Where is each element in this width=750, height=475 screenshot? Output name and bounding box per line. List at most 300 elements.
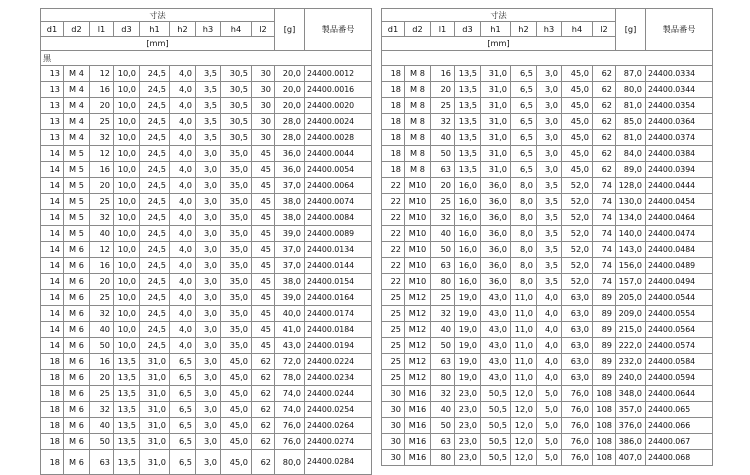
cell-h1: 24,5 xyxy=(140,226,170,242)
table-row xyxy=(41,338,372,354)
cell-d3: 10,0 xyxy=(114,82,140,98)
cell-l2: 45 xyxy=(252,210,275,226)
cell-d3: 10,0 xyxy=(114,66,140,82)
cell-h4: 63,0 xyxy=(562,322,593,338)
cell-d1: 22 xyxy=(382,226,405,242)
cell-h3: 3,0 xyxy=(537,98,562,114)
cell-weight: 78,0 xyxy=(275,370,305,386)
cell-h3: 4,0 xyxy=(537,338,562,354)
cell-d1: 14 xyxy=(41,290,64,306)
cell-h4: 35,0 xyxy=(221,242,252,258)
cell-l2: 45 xyxy=(252,274,275,290)
cell-d3: 13,5 xyxy=(114,450,140,475)
cell-product-no: 24400.0594 xyxy=(646,370,713,386)
col-header-l2: l2 xyxy=(593,22,616,37)
cell-l2: 108 xyxy=(593,402,616,418)
cell-d1: 14 xyxy=(41,226,64,242)
cell-d3: 13,5 xyxy=(114,370,140,386)
cell-h2: 8,0 xyxy=(511,226,537,242)
cell-d2: M10 xyxy=(405,258,431,274)
cell-h4: 35,0 xyxy=(221,194,252,210)
cell-d2: M16 xyxy=(405,418,431,434)
cell-h2: 6,5 xyxy=(511,98,537,114)
cell-product-no: 24400.0554 xyxy=(646,306,713,322)
cell-h1: 36,0 xyxy=(481,242,511,258)
cell-product-no: 24400.066 xyxy=(646,418,713,434)
cell-l1: 25 xyxy=(431,98,455,114)
col-header-d1: d1 xyxy=(41,22,64,37)
cell-h4: 30,5 xyxy=(221,98,252,114)
cell-product-no: 24400.067 xyxy=(646,434,713,450)
cell-l2: 30 xyxy=(252,114,275,130)
cell-product-no: 24400.0254 xyxy=(305,402,372,418)
cell-d1: 18 xyxy=(382,162,405,178)
cell-h3: 3,5 xyxy=(537,242,562,258)
cell-h2: 6,5 xyxy=(170,418,196,434)
cell-d3: 13,5 xyxy=(114,354,140,370)
cell-h4: 76,0 xyxy=(562,386,593,402)
cell-h3: 3,0 xyxy=(196,210,221,226)
cell-l1: 16 xyxy=(431,66,455,82)
cell-h2: 6,5 xyxy=(170,386,196,402)
cell-h2: 4,0 xyxy=(170,274,196,290)
cell-l1: 50 xyxy=(431,418,455,434)
table-row xyxy=(41,434,372,450)
table-row xyxy=(382,434,713,450)
cell-h1: 24,5 xyxy=(140,146,170,162)
cell-h1: 36,0 xyxy=(481,226,511,242)
cell-d3: 23,0 xyxy=(455,434,481,450)
table-row xyxy=(41,370,372,386)
spec-table-left xyxy=(40,8,372,475)
cell-h1: 24,5 xyxy=(140,114,170,130)
cell-weight: 37,0 xyxy=(275,178,305,194)
cell-l2: 74 xyxy=(593,178,616,194)
cell-h3: 3,0 xyxy=(196,402,221,418)
cell-d3: 13,5 xyxy=(455,66,481,82)
cell-l2: 89 xyxy=(593,306,616,322)
cell-product-no: 24400.0016 xyxy=(305,82,372,98)
cell-l2: 74 xyxy=(593,242,616,258)
cell-d1: 25 xyxy=(382,306,405,322)
cell-weight: 37,0 xyxy=(275,258,305,274)
table-row xyxy=(382,386,713,402)
cell-h1: 31,0 xyxy=(481,98,511,114)
cell-weight: 39,0 xyxy=(275,290,305,306)
cell-h4: 45,0 xyxy=(221,354,252,370)
cell-weight: 41,0 xyxy=(275,322,305,338)
cell-d2: M 4 xyxy=(64,66,90,82)
col-header-l1: l1 xyxy=(431,22,455,37)
cell-product-no: 24400.0364 xyxy=(646,114,713,130)
cell-d2: M10 xyxy=(405,194,431,210)
cell-h3: 3,0 xyxy=(196,258,221,274)
cell-d1: 18 xyxy=(382,130,405,146)
cell-h1: 36,0 xyxy=(481,178,511,194)
cell-d2: M 6 xyxy=(64,242,90,258)
cell-weight: 81,0 xyxy=(616,98,646,114)
cell-h3: 3,0 xyxy=(196,306,221,322)
cell-l2: 45 xyxy=(252,322,275,338)
cell-d3: 19,0 xyxy=(455,290,481,306)
table-row xyxy=(382,146,713,162)
cell-h3: 3,0 xyxy=(537,82,562,98)
cell-d2: M 5 xyxy=(64,162,90,178)
cell-weight: 140,0 xyxy=(616,226,646,242)
cell-l2: 108 xyxy=(593,386,616,402)
cell-h3: 3,0 xyxy=(196,338,221,354)
cell-d3: 13,5 xyxy=(455,114,481,130)
cell-weight: 74,0 xyxy=(275,402,305,418)
cell-h1: 24,5 xyxy=(140,130,170,146)
cell-d1: 14 xyxy=(41,322,64,338)
table-row xyxy=(382,178,713,194)
col-header-h4: h4 xyxy=(562,22,593,37)
cell-h1: 31,0 xyxy=(140,450,170,475)
cell-weight: 74,0 xyxy=(275,386,305,402)
cell-h1: 24,5 xyxy=(140,98,170,114)
cell-d3: 10,0 xyxy=(114,242,140,258)
cell-weight: 407,0 xyxy=(616,450,646,466)
cell-h1: 24,5 xyxy=(140,290,170,306)
cell-weight: 348,0 xyxy=(616,386,646,402)
cell-l2: 74 xyxy=(593,210,616,226)
table-row xyxy=(41,210,372,226)
cell-h3: 3,5 xyxy=(196,82,221,98)
cell-d3: 13,5 xyxy=(114,402,140,418)
cell-d2: M 8 xyxy=(405,82,431,98)
cell-l2: 89 xyxy=(593,354,616,370)
table-row xyxy=(41,226,372,242)
cell-weight: 81,0 xyxy=(616,130,646,146)
unit-header: [mm] xyxy=(382,37,616,51)
cell-weight: 76,0 xyxy=(275,434,305,450)
cell-product-no: 24400.0164 xyxy=(305,290,372,306)
cell-d1: 22 xyxy=(382,194,405,210)
cell-h2: 6,5 xyxy=(170,370,196,386)
cell-d1: 14 xyxy=(41,178,64,194)
cell-l1: 25 xyxy=(90,386,114,402)
cell-h2: 6,5 xyxy=(511,146,537,162)
cell-d1: 18 xyxy=(41,450,64,475)
table-row xyxy=(41,306,372,322)
cell-l1: 20 xyxy=(90,178,114,194)
table-row xyxy=(382,290,713,306)
cell-h3: 3,0 xyxy=(196,194,221,210)
cell-h1: 43,0 xyxy=(481,306,511,322)
cell-l1: 32 xyxy=(431,306,455,322)
cell-l1: 40 xyxy=(431,226,455,242)
cell-l1: 40 xyxy=(90,226,114,242)
cell-d2: M16 xyxy=(405,450,431,466)
cell-d2: M 5 xyxy=(64,178,90,194)
cell-h3: 3,5 xyxy=(196,114,221,130)
cell-d2: M 8 xyxy=(405,130,431,146)
cell-h4: 76,0 xyxy=(562,418,593,434)
cell-h1: 50,5 xyxy=(481,434,511,450)
cell-d1: 22 xyxy=(382,242,405,258)
cell-h4: 45,0 xyxy=(562,114,593,130)
cell-d2: M10 xyxy=(405,274,431,290)
cell-l2: 108 xyxy=(593,418,616,434)
cell-h2: 6,5 xyxy=(511,82,537,98)
cell-d2: M16 xyxy=(405,386,431,402)
cell-h4: 35,0 xyxy=(221,290,252,306)
cell-l1: 25 xyxy=(90,194,114,210)
cell-d1: 25 xyxy=(382,322,405,338)
cell-l1: 25 xyxy=(90,114,114,130)
cell-h1: 50,5 xyxy=(481,386,511,402)
cell-h4: 45,0 xyxy=(562,98,593,114)
cell-l1: 63 xyxy=(431,162,455,178)
cell-h4: 45,0 xyxy=(221,386,252,402)
cell-d2: M 8 xyxy=(405,98,431,114)
unit-header: [mm] xyxy=(41,37,275,51)
table-row xyxy=(382,354,713,370)
cell-product-no: 24400.0044 xyxy=(305,146,372,162)
cell-l2: 62 xyxy=(252,354,275,370)
cell-d3: 10,0 xyxy=(114,178,140,194)
cell-h2: 4,0 xyxy=(170,290,196,306)
table-row xyxy=(382,98,713,114)
cell-l2: 62 xyxy=(593,162,616,178)
cell-d3: 16,0 xyxy=(455,194,481,210)
table-row xyxy=(41,274,372,290)
cell-h4: 52,0 xyxy=(562,194,593,210)
cell-h3: 3,0 xyxy=(196,450,221,475)
cell-d3: 19,0 xyxy=(455,370,481,386)
cell-h2: 8,0 xyxy=(511,274,537,290)
cell-d2: M12 xyxy=(405,354,431,370)
cell-h2: 4,0 xyxy=(170,130,196,146)
cell-h2: 4,0 xyxy=(170,258,196,274)
cell-l1: 32 xyxy=(90,402,114,418)
cell-product-no: 24400.0394 xyxy=(646,162,713,178)
cell-l1: 16 xyxy=(90,162,114,178)
cell-product-no: 24400.0374 xyxy=(646,130,713,146)
table-row xyxy=(382,258,713,274)
cell-d3: 13,5 xyxy=(114,386,140,402)
cell-weight: 80,0 xyxy=(616,82,646,98)
table-row xyxy=(382,306,713,322)
cell-h3: 3,0 xyxy=(537,162,562,178)
cell-h2: 11,0 xyxy=(511,290,537,306)
cell-l2: 62 xyxy=(593,98,616,114)
cell-d2: M 8 xyxy=(405,114,431,130)
cell-d3: 10,0 xyxy=(114,306,140,322)
cell-h1: 31,0 xyxy=(481,162,511,178)
cell-h4: 63,0 xyxy=(562,370,593,386)
table-row xyxy=(41,242,372,258)
cell-d3: 16,0 xyxy=(455,226,481,242)
cell-d1: 18 xyxy=(382,146,405,162)
cell-d1: 14 xyxy=(41,210,64,226)
cell-d2: M 6 xyxy=(64,418,90,434)
cell-d1: 14 xyxy=(41,194,64,210)
cell-d1: 13 xyxy=(41,130,64,146)
cell-l1: 16 xyxy=(90,82,114,98)
cell-product-no: 24400.0489 xyxy=(646,258,713,274)
cell-weight: 222,0 xyxy=(616,338,646,354)
cell-l1: 50 xyxy=(431,338,455,354)
cell-weight: 20,0 xyxy=(275,98,305,114)
cell-h3: 3,0 xyxy=(196,386,221,402)
cell-h1: 24,5 xyxy=(140,66,170,82)
cell-d2: M 5 xyxy=(64,194,90,210)
cell-weight: 157,0 xyxy=(616,274,646,290)
table-row xyxy=(41,130,372,146)
cell-h3: 3,0 xyxy=(196,290,221,306)
cell-d2: M12 xyxy=(405,306,431,322)
cell-weight: 76,0 xyxy=(275,418,305,434)
cell-h2: 4,0 xyxy=(170,322,196,338)
cell-d3: 10,0 xyxy=(114,194,140,210)
cell-h1: 24,5 xyxy=(140,306,170,322)
cell-h3: 3,0 xyxy=(196,242,221,258)
cell-product-no: 24400.0334 xyxy=(646,66,713,82)
cell-h4: 35,0 xyxy=(221,306,252,322)
table-row xyxy=(41,162,372,178)
cell-d3: 10,0 xyxy=(114,274,140,290)
cell-d1: 14 xyxy=(41,146,64,162)
cell-weight: 40,0 xyxy=(275,306,305,322)
cell-h4: 45,0 xyxy=(562,66,593,82)
cell-d3: 13,5 xyxy=(455,130,481,146)
cell-h4: 35,0 xyxy=(221,162,252,178)
cell-d1: 14 xyxy=(41,162,64,178)
cell-d1: 18 xyxy=(41,386,64,402)
cell-h4: 35,0 xyxy=(221,178,252,194)
cell-d2: M10 xyxy=(405,178,431,194)
table-row xyxy=(41,98,372,114)
cell-d2: M16 xyxy=(405,402,431,418)
cell-d2: M 8 xyxy=(405,146,431,162)
cell-product-no: 24400.0284 xyxy=(305,450,372,475)
cell-d2: M 6 xyxy=(64,274,90,290)
cell-d1: 18 xyxy=(41,370,64,386)
cell-product-no: 24400.0464 xyxy=(646,210,713,226)
cell-h2: 12,0 xyxy=(511,402,537,418)
cell-h4: 52,0 xyxy=(562,258,593,274)
cell-d2: M 4 xyxy=(64,114,90,130)
cell-l1: 40 xyxy=(431,322,455,338)
cell-weight: 240,0 xyxy=(616,370,646,386)
cell-weight: 357,0 xyxy=(616,402,646,418)
cell-h2: 4,0 xyxy=(170,82,196,98)
cell-h4: 52,0 xyxy=(562,274,593,290)
cell-h3: 5,0 xyxy=(537,418,562,434)
cell-h3: 3,0 xyxy=(196,322,221,338)
weight-header: [g] xyxy=(616,9,646,51)
cell-product-no: 24400.0084 xyxy=(305,210,372,226)
cell-product-no: 24400.0154 xyxy=(305,274,372,290)
cell-d2: M10 xyxy=(405,242,431,258)
cell-h2: 6,5 xyxy=(170,354,196,370)
cell-l2: 62 xyxy=(252,370,275,386)
cell-l2: 45 xyxy=(252,178,275,194)
cell-h4: 45,0 xyxy=(221,402,252,418)
cell-d3: 10,0 xyxy=(114,258,140,274)
cell-l2: 108 xyxy=(593,434,616,450)
cell-d2: M 8 xyxy=(405,162,431,178)
cell-product-no: 24400.0064 xyxy=(305,178,372,194)
cell-weight: 128,0 xyxy=(616,178,646,194)
cell-l1: 20 xyxy=(431,82,455,98)
cell-weight: 36,0 xyxy=(275,162,305,178)
col-header-d2: d2 xyxy=(405,22,431,37)
cell-h4: 45,0 xyxy=(221,434,252,450)
cell-h1: 43,0 xyxy=(481,338,511,354)
cell-l2: 62 xyxy=(252,402,275,418)
cell-h1: 24,5 xyxy=(140,82,170,98)
cell-d3: 19,0 xyxy=(455,322,481,338)
cell-h4: 45,0 xyxy=(562,162,593,178)
cell-h1: 31,0 xyxy=(140,402,170,418)
spec-table-right xyxy=(381,8,713,466)
table-body-left xyxy=(41,51,372,475)
cell-product-no: 24400.0020 xyxy=(305,98,372,114)
product-no-header: 製品番号 xyxy=(646,9,713,51)
cell-l2: 45 xyxy=(252,226,275,242)
cell-product-no: 24400.068 xyxy=(646,450,713,466)
cell-weight: 134,0 xyxy=(616,210,646,226)
cell-d1: 25 xyxy=(382,338,405,354)
cell-h1: 24,5 xyxy=(140,322,170,338)
col-header-h4: h4 xyxy=(221,22,252,37)
cell-d2: M 5 xyxy=(64,210,90,226)
cell-h3: 3,5 xyxy=(537,274,562,290)
cell-weight: 43,0 xyxy=(275,338,305,354)
cell-h3: 3,0 xyxy=(196,370,221,386)
cell-d2: M12 xyxy=(405,322,431,338)
cell-h3: 3,0 xyxy=(196,434,221,450)
cell-h1: 31,0 xyxy=(481,146,511,162)
cell-d3: 10,0 xyxy=(114,130,140,146)
cell-product-no: 24400.0194 xyxy=(305,338,372,354)
cell-d3: 10,0 xyxy=(114,226,140,242)
cell-d3: 16,0 xyxy=(455,242,481,258)
cell-h2: 6,5 xyxy=(170,402,196,418)
cell-d1: 14 xyxy=(41,306,64,322)
cell-h2: 12,0 xyxy=(511,386,537,402)
cell-product-no: 24400.0544 xyxy=(646,290,713,306)
cell-h2: 11,0 xyxy=(511,306,537,322)
cell-weight: 130,0 xyxy=(616,194,646,210)
table-row xyxy=(41,450,372,475)
cell-d2: M 8 xyxy=(405,66,431,82)
cell-product-no: 24400.0244 xyxy=(305,386,372,402)
cell-product-no: 24400.0134 xyxy=(305,242,372,258)
cell-h3: 3,0 xyxy=(196,274,221,290)
col-header-h1: h1 xyxy=(140,22,170,37)
cell-h2: 12,0 xyxy=(511,418,537,434)
cell-product-no: 24400.0024 xyxy=(305,114,372,130)
table-row xyxy=(382,210,713,226)
cell-h4: 45,0 xyxy=(221,418,252,434)
cell-d1: 30 xyxy=(382,386,405,402)
cell-product-no: 24400.0174 xyxy=(305,306,372,322)
col-header-l1: l1 xyxy=(90,22,114,37)
cell-l2: 62 xyxy=(593,114,616,130)
cell-h2: 6,5 xyxy=(511,114,537,130)
cell-weight: 209,0 xyxy=(616,306,646,322)
col-header-d3: d3 xyxy=(455,22,481,37)
cell-l1: 12 xyxy=(90,242,114,258)
cell-l1: 40 xyxy=(90,418,114,434)
cell-product-no: 24400.0012 xyxy=(305,66,372,82)
cell-h2: 8,0 xyxy=(511,210,537,226)
cell-d1: 22 xyxy=(382,258,405,274)
